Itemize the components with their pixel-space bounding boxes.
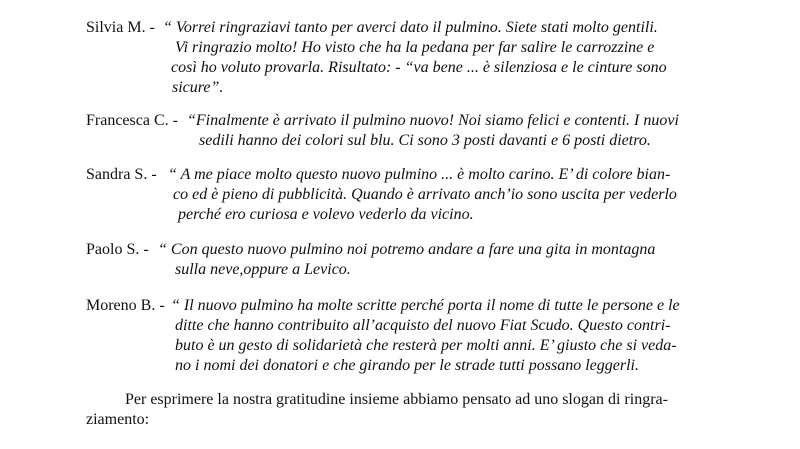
quote-line: “ Il nuovo pulmino ha molte scritte perché porta il nome di tutte le persone e le <box>171 297 680 314</box>
quote-line: sulla neve,oppure a Levico. <box>175 261 351 278</box>
closing-line: Per esprimere la nostra gratitudine insieme abbiamo pensato ad uno slogan di ringra- <box>125 391 668 408</box>
quote-line: ditte che hanno contribuito all’acquisto del nuovo Fiat Scudo. Questo contri- <box>175 317 671 334</box>
quote-line: co ed è pieno di pubblicità. Quando è arrivato anch’io sono uscita per vederlo <box>173 186 677 203</box>
quote-line: sedili hanno dei colori sul blu. Ci sono 3 posti davanti e 6 posti dietro. <box>199 132 651 149</box>
quote-line: sicure”. <box>172 79 224 96</box>
quote-line: Vi ringrazio molto! Ho visto che ha la pedana per far salire le carrozzine e <box>175 39 655 56</box>
quote-line: no i nomi dei donatori e che girando per le strade tutti possano leggerli. <box>175 357 639 374</box>
quote-line: “Finalmente è arrivato il pulmino nuovo! Noi siamo felici e contenti. I nuovi <box>187 112 679 129</box>
quote-line: “ Vorrei ringraziavi tanto per averci dato il pulmino. Siete stati molto gentili. <box>163 19 658 36</box>
speaker-name: Francesca C. - <box>86 112 178 129</box>
quote-line: così ho voluto provarla. Risultato: - “va bene ... è silenziosa e le cinture sono <box>171 59 667 76</box>
speaker-name: Sandra S. - <box>86 166 157 183</box>
closing-line: ziamento: <box>86 411 150 428</box>
quote-line: buto è un gesto di solidarietà che resterà per molti anni. E’ giusto che si veda- <box>175 337 677 354</box>
quote-line: “ A me piace molto questo nuovo pulmino ... è molto carino. E’ di colore bian- <box>168 166 671 183</box>
quote-line: perché ero curiosa e volevo vederlo da vicino. <box>178 206 474 223</box>
speaker-name: Silvia M. - <box>86 19 155 36</box>
speaker-name: Paolo S. - <box>86 241 149 258</box>
speaker-name: Moreno B. - <box>86 297 165 314</box>
quote-line: “ Con questo nuovo pulmino noi potremo andare a fare una gita in montagna <box>158 241 656 258</box>
